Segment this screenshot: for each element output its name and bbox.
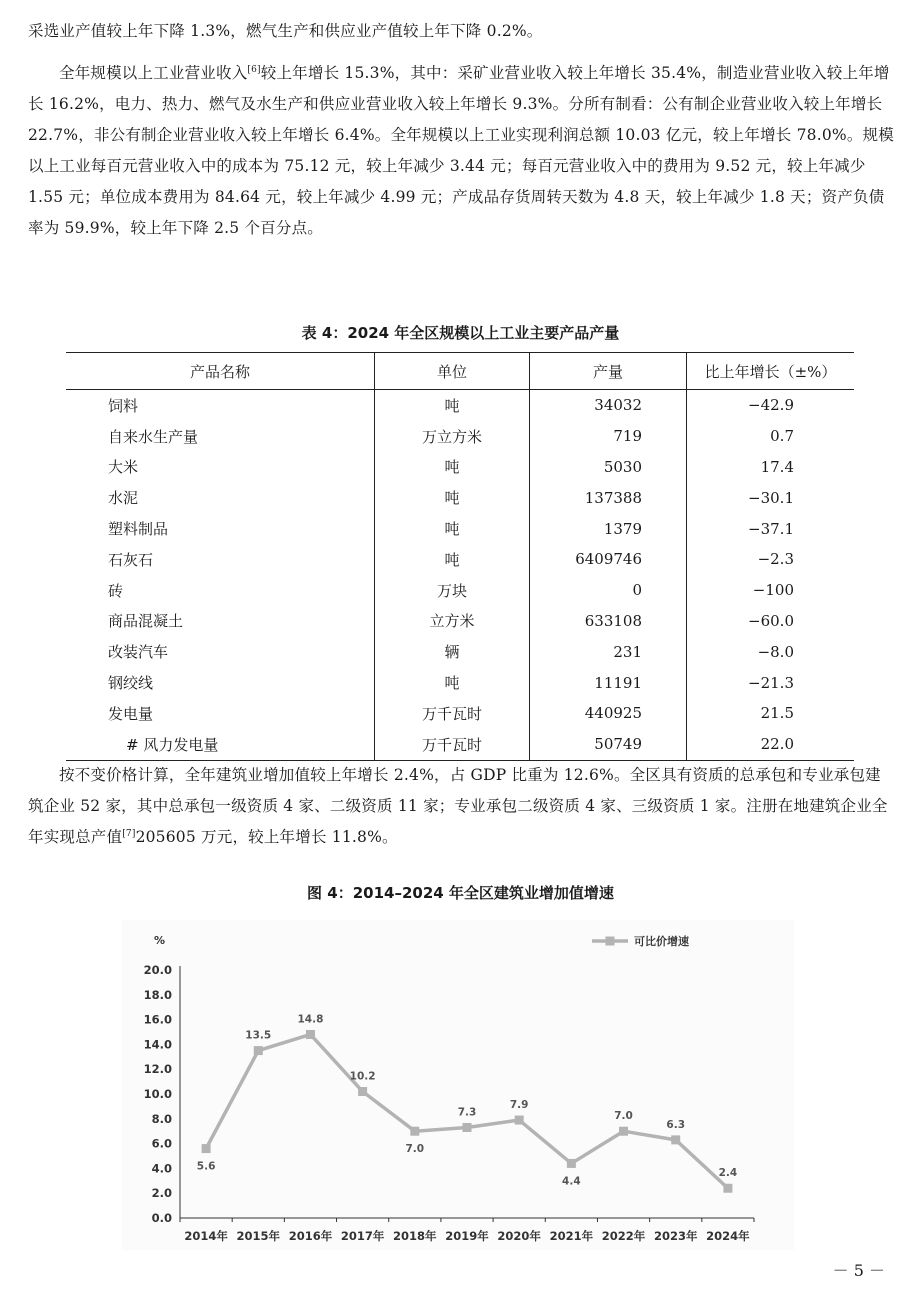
header-growth: 比上年增长（±%）: [687, 353, 855, 390]
unit-cell: 吨: [375, 452, 530, 483]
y-tick-label: 20.0: [143, 963, 172, 977]
y-tick-label: 4.0: [151, 1161, 172, 1176]
output-cell: 633108: [530, 606, 687, 637]
growth-cell: −37.1: [687, 513, 855, 544]
growth-cell: −100: [687, 575, 855, 606]
output-cell: 6409746: [530, 544, 687, 575]
growth-cell: 0.7: [687, 421, 855, 452]
table-caption: 表 4：2024 年全区规模以上工业主要产品产量: [301, 324, 620, 342]
x-tick-label: 2024年: [706, 1229, 750, 1243]
unit-cell: 立方米: [375, 606, 530, 637]
data-point-marker: [671, 1135, 680, 1144]
product-output-table: [66, 352, 854, 761]
table-row: [66, 544, 854, 575]
unit-cell: 万千瓦时: [375, 729, 530, 760]
product-name-cell: 塑料制品: [108, 520, 169, 539]
data-label: 4.4: [562, 1175, 581, 1188]
paragraph-2: 全年规模以上工业营业收入[6]较上年增长 15.3%，其中：采矿业营业收入较上年增长 35.4%，制造业营业收入较上年增长 16.2%，电力、热力、燃气及水生产和供应业营业收入较上年增长 9.3%。分所有制看：公有制企业营业收入较上年增长 22.7%，非公有制企业营业收入较上年增长 6.4%。全年规模以上工业实现利润总额 10.03 亿元，较上年增长 78.0%。规模以上工业每百元营业收入中的成本为 75.12 元，较上年减少 3.44 元；每百元营业收入中的费用为 9.52 元，较上年减少 1.55 元；单位成本费用为 84.64 元，较上年减少 4.99 元；产成品存货周转天数为 4.8 天，较上年减少 1.8 天；资产负债率为 59.9%，较上年下降 2.5 个百分点。: [28, 64, 894, 237]
x-tick-label: 2023年: [653, 1229, 698, 1243]
data-point-marker: [410, 1127, 419, 1136]
product-name-cell: 发电量: [108, 704, 154, 723]
output-cell: 719: [530, 421, 687, 452]
unit-cell: 吨: [375, 667, 530, 698]
growth-cell: 17.4: [687, 452, 855, 483]
header-product-name: 产品名称: [66, 353, 375, 390]
growth-line-chart: [122, 920, 794, 1250]
legend-marker: [606, 937, 615, 946]
unit-cell: 万块: [375, 575, 530, 606]
unit-cell: 吨: [375, 390, 530, 421]
x-tick-label: 2016年: [288, 1229, 333, 1243]
x-tick-label: 2022年: [601, 1229, 646, 1243]
page-number: － 5 －: [832, 1261, 885, 1280]
unit-cell: 万立方米: [375, 421, 530, 452]
data-label: 7.0: [405, 1143, 425, 1156]
x-tick-label: 2020年: [497, 1229, 541, 1243]
y-tick-label: 12.0: [143, 1062, 172, 1077]
output-cell: 34032: [530, 390, 687, 421]
table-header-row: [66, 353, 854, 390]
table-row: [66, 698, 854, 729]
output-cell: 50749: [530, 729, 687, 760]
data-point-marker: [202, 1144, 211, 1153]
data-label: 5.6: [196, 1160, 216, 1173]
legend-label: 可比价增速: [634, 935, 689, 948]
unit-cell: 万千瓦时: [375, 698, 530, 729]
data-point-marker: [723, 1184, 732, 1193]
unit-cell: 吨: [375, 544, 530, 575]
data-label: 2.4: [718, 1167, 738, 1180]
y-tick-label: 18.0: [143, 987, 172, 1002]
data-label: 7.3: [457, 1106, 477, 1119]
data-label: 10.2: [349, 1070, 376, 1083]
growth-cell: −42.9: [687, 390, 855, 421]
x-tick-label: 2014年: [184, 1229, 228, 1243]
table-row: [66, 636, 854, 667]
data-label: 7.9: [509, 1099, 529, 1112]
product-name-cell: 钢绞线: [108, 674, 154, 693]
table-row: [66, 729, 854, 760]
product-name-cell: 自来水生产量: [108, 427, 199, 446]
product-name-cell: 砖: [108, 581, 124, 600]
data-label: 14.8: [297, 1013, 324, 1026]
x-tick-label: 2021年: [549, 1229, 594, 1243]
figure-caption: 图 4：2014–2024 年全区建筑业增加值增速: [307, 884, 614, 902]
paragraph-1: 采选业产值较上年下降 1.3%，燃气生产和供应业产值较上年下降 0.2%。: [28, 22, 543, 40]
growth-cell: −21.3: [687, 667, 855, 698]
y-tick-label: 2.0: [151, 1186, 172, 1201]
product-name-cell: 大米: [108, 458, 139, 477]
table-row: [66, 667, 854, 698]
table-row: [66, 390, 854, 421]
product-name-cell: 商品混凝土: [108, 612, 184, 631]
product-name-cell: 改装汽车: [108, 643, 169, 662]
data-label: 13.5: [245, 1029, 272, 1042]
table-row: [66, 606, 854, 637]
growth-cell: −8.0: [687, 636, 855, 667]
data-label: 7.0: [614, 1110, 633, 1123]
table-row: [66, 513, 854, 544]
product-name-cell: 水泥: [108, 489, 139, 508]
y-tick-label: 14.0: [143, 1037, 172, 1052]
product-name-cell: # 风力发电量: [66, 729, 375, 760]
y-tick-label: 8.0: [151, 1111, 172, 1126]
product-name-cell: 石灰石: [108, 550, 154, 569]
footnote-ref-6[interactable]: [6]: [247, 64, 261, 75]
x-tick-label: 2018年: [393, 1229, 437, 1243]
output-cell: 137388: [530, 482, 687, 513]
output-cell: 231: [530, 636, 687, 667]
output-cell: 11191: [530, 667, 687, 698]
output-cell: 0: [530, 575, 687, 606]
chart-container: [122, 920, 794, 1250]
data-point-marker: [358, 1087, 367, 1096]
data-point-marker: [306, 1030, 315, 1039]
y-tick-label: 6.0: [151, 1136, 172, 1151]
output-cell: 440925: [530, 698, 687, 729]
data-point-marker: [515, 1116, 524, 1125]
product-name-cell: 饲料: [108, 396, 139, 415]
table-row: [66, 421, 854, 452]
output-cell: 5030: [530, 452, 687, 483]
x-tick-label: 2015年: [236, 1229, 281, 1243]
growth-cell: −30.1: [687, 482, 855, 513]
x-tick-label: 2019年: [445, 1229, 489, 1243]
table-row: [66, 575, 854, 606]
table-row: [66, 452, 854, 483]
footnote-ref-7[interactable]: [7]: [122, 828, 136, 839]
y-tick-label: 16.0: [143, 1012, 172, 1027]
data-point-marker: [567, 1159, 576, 1168]
unit-cell: 辆: [375, 636, 530, 667]
unit-cell: 吨: [375, 482, 530, 513]
header-output: 产量: [530, 353, 687, 390]
growth-cell: −2.3: [687, 544, 855, 575]
data-point-marker: [463, 1123, 472, 1132]
data-point-marker: [619, 1127, 628, 1136]
unit-cell: 吨: [375, 513, 530, 544]
data-point-marker: [254, 1046, 263, 1055]
growth-cell: −60.0: [687, 606, 855, 637]
y-tick-label: 10.0: [143, 1087, 172, 1101]
data-label: 6.3: [666, 1118, 686, 1131]
header-unit: 单位: [375, 353, 530, 390]
x-tick-label: 2017年: [340, 1229, 385, 1243]
table-row: [66, 482, 854, 513]
growth-cell: 22.0: [687, 729, 855, 760]
output-cell: 1379: [530, 513, 687, 544]
y-tick-label: 0.0: [151, 1211, 172, 1225]
paragraph-3: 按不变价格计算，全年建筑业增加值较上年增长 2.4%，占 GDP 比重为 12.6%。全区具有资质的总承包和专业承包建筑企业 52 家，其中总承包一级资质 4 家、二级资质 11 家；专业承包二级资质 4 家、三级资质 1 家。注册在地建筑企业全年实现总产值[7]205605 万元，较上年增长 11.8%。: [28, 766, 888, 846]
growth-cell: 21.5: [687, 698, 855, 729]
y-axis-unit-label: %: [154, 934, 166, 947]
